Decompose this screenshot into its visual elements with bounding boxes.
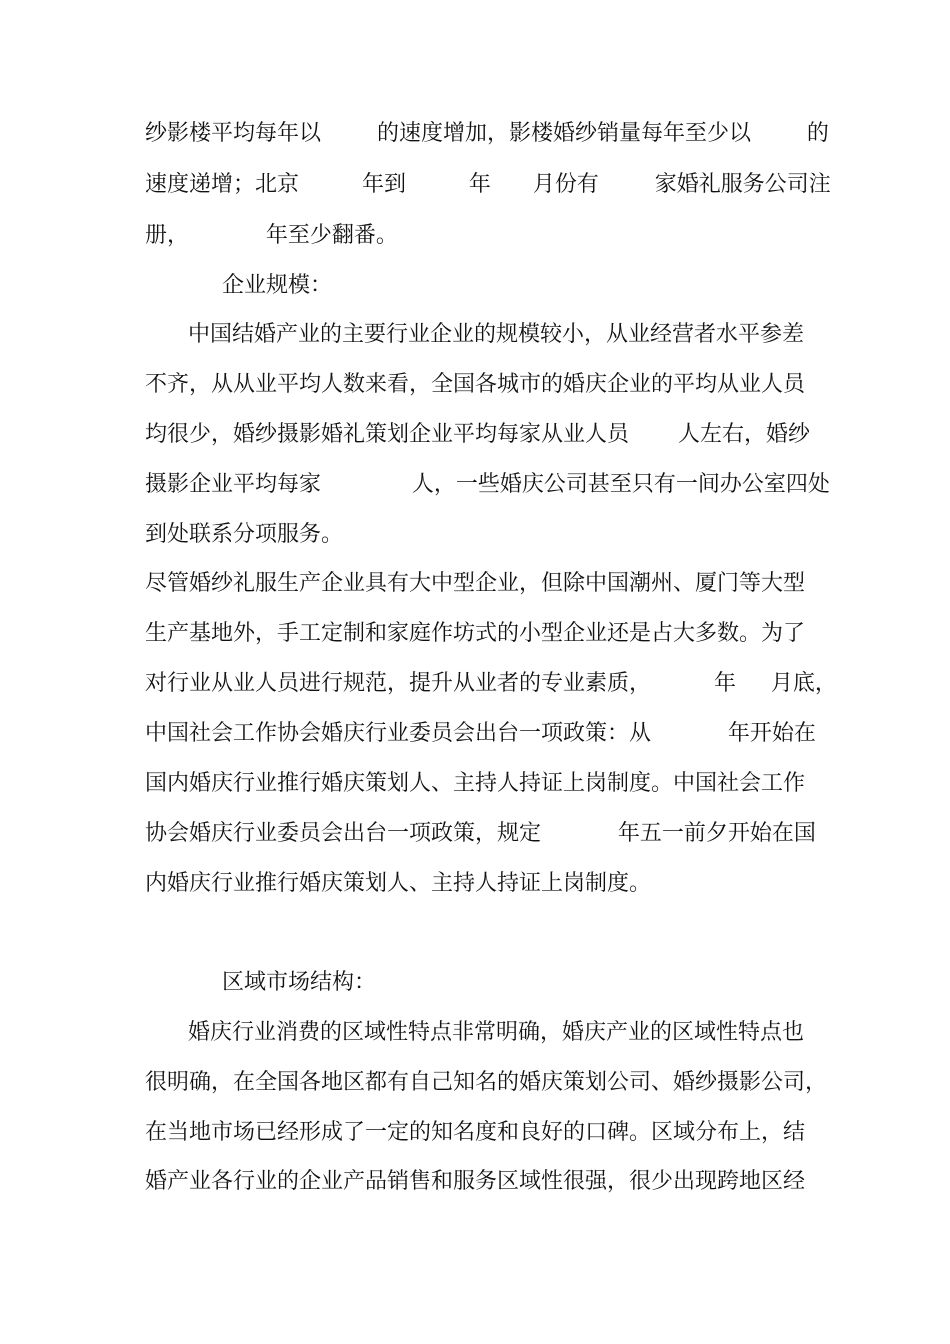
text-line: 中国社会工作协会婚庆行业委员会出台一项政策：从 年开始在 xyxy=(145,721,816,746)
text-line: 不齐，从从业平均人数来看，全国各城市的婚庆企业的平均从业人员 xyxy=(145,372,806,397)
text-line: 内婚庆行业推行婚庆策划人、主持人持证上岗制度。 xyxy=(145,871,652,896)
text-line: 国内婚庆行业推行婚庆策划人、主持人持证上岗制度。中国社会工作 xyxy=(145,771,806,796)
text-line: 到处联系分项服务。 xyxy=(145,522,344,547)
text-line: 生产基地外，手工定制和家庭作坊式的小型企业还是占大多数。为了 xyxy=(145,621,806,646)
text-line: 婚庆行业消费的区域性特点非常明确，婚庆产业的区域性特点也 xyxy=(188,1020,805,1045)
text-line: 婚产业各行业的企业产品销售和服务区域性很强，很少出现跨地区经 xyxy=(145,1169,806,1194)
text-line: 摄影企业平均每家 人，一些婚庆公司甚至只有一间办公室四处 xyxy=(145,472,830,497)
text-line: 速度递增；北京 年到 年 月份有 家婚礼服务公司注 xyxy=(145,172,831,197)
text-line: 中国结婚产业的主要行业企业的规模较小，从业经营者水平参差 xyxy=(188,322,805,347)
text-line: 很明确，在全国各地区都有自己知名的婚庆策划公司、婚纱摄影公司， xyxy=(145,1070,828,1095)
section-heading-enterprise-scale: 企业规模： xyxy=(222,273,333,298)
text-line: 均很少，婚纱摄影婚礼策划企业平均每家从业人员 人左右，婚纱 xyxy=(145,422,810,447)
section-heading-regional-market: 区域市场结构： xyxy=(222,970,377,995)
text-line: 册， 年至少翻番。 xyxy=(145,223,398,248)
text-line: 在当地市场已经形成了一定的知名度和良好的口碑。区域分布上，结 xyxy=(145,1120,806,1145)
text-line: 协会婚庆行业委员会出台一项政策，规定 年五一前夕开始在国 xyxy=(145,821,816,846)
text-line: 尽管婚纱礼服生产企业具有大中型企业，但除中国潮州、厦门等大型 xyxy=(145,571,806,596)
text-line: 对行业从业人员进行规范，提升从业者的专业素质， 年 月底， xyxy=(145,671,837,696)
text-line: 纱影楼平均每年以 的速度增加，影楼婚纱销量每年至少以 的 xyxy=(145,121,829,146)
